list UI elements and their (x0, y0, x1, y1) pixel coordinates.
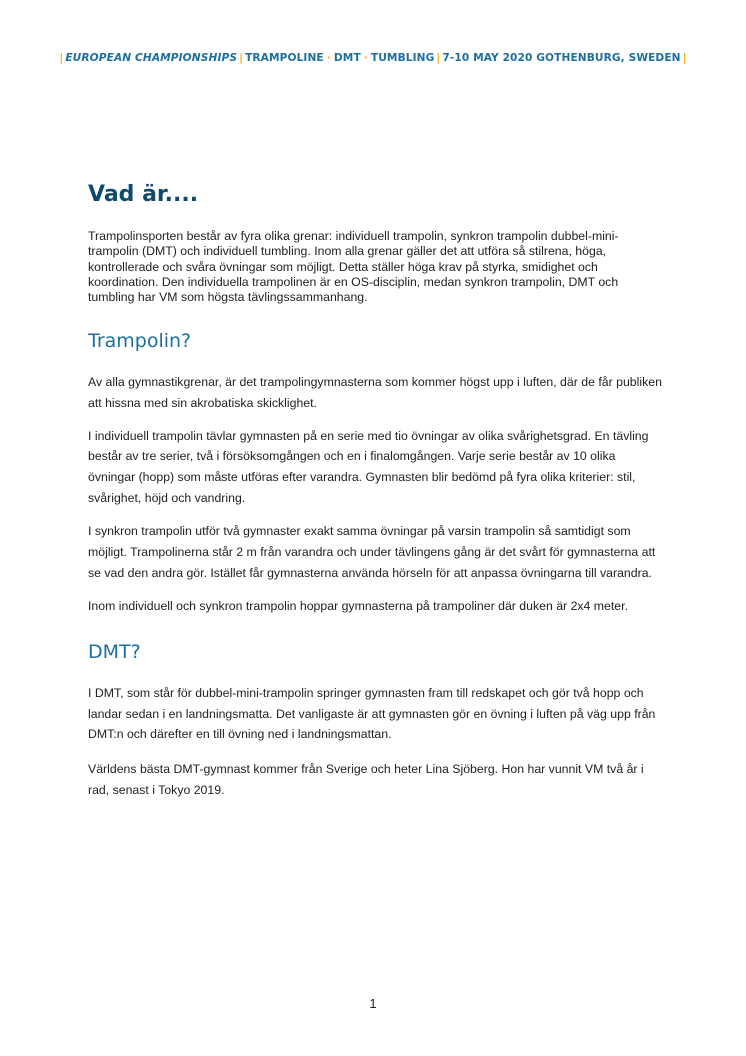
event-header (0, 52, 746, 64)
intro-paragraph: Trampolinsporten består av fyra olika grenar: individuell trampolin, synkron trampolin dubbel-mini-trampolin (DMT) och individuell tumbling. Inom alla grenar gäller det att utföra så stilrena, höga, kontrollerade och svåra övningar som möjligt. Detta ställer höga krav på styrka, smidighet och koordination. Den individuella trampolinen är en OS-disciplin, medan synkron trampolin, DMT och tumbling har VM som högsta tävlingssammanhang. (88, 229, 619, 305)
sport-dmt: DMT (333, 52, 361, 64)
separator: | (436, 52, 441, 64)
paragraph: I individuell trampolin tävlar gymnasten på en serie med tio övningar av olika svårighetsgrad. En tävling består av tre serier, två i försöksomgången och en i finalomgången. Varje serie består av 10 olika övningar (hopp) som måste utföras efter varandra. Gymnasten blir bedömd på fyra olika kriterier: stil, svårighet, höjd och vandring. (88, 428, 649, 506)
section-heading-dmt: DMT? (88, 640, 141, 663)
separator: | (682, 52, 687, 64)
event-dates-location: 7-10 MAY 2020 GOTHENBURG, SWEDEN (442, 52, 681, 64)
paragraph: I synkron trampolin utför två gymnaster exakt samma övningar på varsin trampolin så samtidigt som möjligt. Trampolinerna står 2 m från varandra och under tävlingens gång är det svårt för gymnasterna att se vad den andra gör. Istället får gymnasterna använda hörseln för att anpassa övningarna till varandra. (88, 524, 656, 580)
separator: | (239, 52, 244, 64)
dot-separator: · (326, 52, 331, 64)
paragraph: I DMT, som står för dubbel-mini-trampolin springer gymnasten fram till redskapet och gör två hopp och landar sedan i en landningsmatta. Det vanligaste är att gymnasten gör en övning i luften på väg upp från DMT:n och därefter en till övning ned i landningsmattan. (88, 685, 656, 742)
page-number: 1 (369, 996, 377, 1011)
document-body (88, 182, 663, 813)
paragraph: Världens bästa DMT-gymnast kommer från Sverige och heter Lina Sjöberg. Hon har vunnit VM två år i rad, senast i Tokyo 2019. (88, 762, 644, 798)
sport-tumbling: TUMBLING (370, 52, 435, 64)
sport-trampoline: TRAMPOLINE (245, 52, 324, 64)
separator: | (59, 52, 64, 64)
dot-separator: · (363, 52, 368, 64)
paragraph: Av alla gymnastikgrenar, är det trampolingymnasterna som kommer högst upp i luften, där de får publiken att hissna med sin akrobatiska skicklighet. (88, 374, 662, 410)
event-name: EUROPEAN CHAMPIONSHIPS (65, 52, 238, 64)
section-heading-trampolin: Trampolin? (88, 329, 192, 352)
paragraph: Inom individuell och synkron trampolin hoppar gymnasterna på trampoliner där duken är 2x4 meter. (88, 598, 628, 613)
page-title: Vad är.... (88, 182, 199, 207)
